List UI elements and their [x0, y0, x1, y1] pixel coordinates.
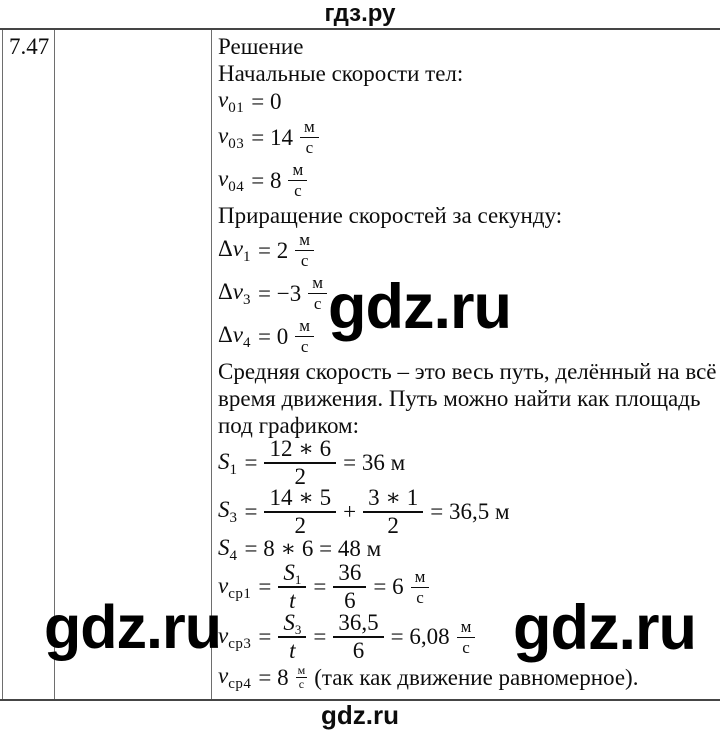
subscript: 4	[229, 547, 238, 564]
formula-dv1	[218, 229, 314, 272]
numerator: 14 ∗ 5	[264, 485, 336, 513]
avg-speed-text-line2: время движения. Путь можно найти как площадь	[218, 386, 701, 411]
note-text: (так как движение равномерное).	[314, 664, 639, 690]
avg-speed-text-line3: под графиком:	[218, 413, 359, 438]
unit-numerator: м	[411, 567, 430, 588]
value: = 8	[258, 664, 289, 690]
denominator: 2	[294, 464, 307, 489]
unit-fraction	[308, 273, 327, 313]
fraction-symbolic	[278, 610, 306, 664]
watermark-bottom-right: gdz.ru	[513, 593, 696, 663]
lhs	[218, 123, 244, 152]
unit-denominator: с	[313, 294, 322, 313]
unit-numerator: м	[308, 273, 327, 294]
unit-fraction	[288, 160, 307, 200]
site-header-title: гдз.ру	[324, 0, 396, 27]
lhs	[218, 279, 251, 308]
unit-numerator: м	[297, 662, 306, 677]
unit-fraction	[300, 117, 319, 157]
formula-s3	[218, 484, 510, 538]
increment-label: Приращение скоростей за секунду:	[218, 203, 563, 228]
initial-velocities-label: Начальные скорости тел:	[218, 61, 464, 86]
numerator: 36,5	[333, 610, 383, 638]
site-footer-title: gdz.ru	[321, 700, 399, 730]
formula-s4	[218, 536, 381, 562]
lhs	[218, 449, 238, 478]
variable: S	[283, 610, 295, 636]
lhs	[218, 322, 251, 351]
equals-sign: =	[258, 574, 272, 599]
fraction-numeric	[333, 560, 366, 614]
numerator	[278, 610, 306, 638]
subscript: ср3	[228, 635, 252, 652]
unit-denominator: с	[298, 677, 305, 691]
delta-symbol: Δ	[218, 279, 233, 304]
formula-vavg1	[218, 562, 429, 612]
value: = 2	[258, 237, 289, 263]
fraction	[264, 436, 336, 490]
variable: v	[218, 123, 229, 148]
result: = 36 м	[343, 450, 406, 475]
variable: v	[218, 622, 229, 648]
variable: v	[218, 87, 229, 112]
problem-number: 7.47	[9, 34, 50, 59]
subscript: 01	[228, 100, 245, 116]
value: = 14	[251, 124, 293, 150]
watermark-middle: gdz.ru	[328, 272, 511, 342]
unit-fraction	[457, 617, 476, 657]
variable: v	[232, 322, 244, 347]
result: = 6,08	[390, 624, 450, 649]
denominator: 6	[352, 638, 365, 663]
lhs	[218, 87, 244, 116]
subscript: 4	[243, 335, 252, 351]
unit-denominator: с	[294, 181, 302, 200]
variable: v	[218, 166, 229, 191]
unit-denominator: с	[300, 337, 309, 356]
subscript: 1	[243, 249, 252, 265]
value: = 0	[251, 88, 282, 114]
unit-numerator: м	[295, 316, 314, 337]
formula-v03	[218, 116, 319, 159]
delta-symbol: Δ	[218, 322, 233, 347]
lhs	[218, 573, 251, 602]
plus-sign: +	[343, 498, 357, 524]
value: = 8	[251, 167, 282, 193]
formula-s1	[218, 436, 406, 489]
table-top-border	[0, 28, 720, 30]
subscript: 04	[228, 179, 245, 195]
numerator: 3 ∗ 1	[363, 485, 423, 513]
lhs	[218, 663, 251, 692]
fraction-1	[264, 485, 336, 539]
variable: v	[218, 663, 229, 688]
lhs	[218, 497, 238, 526]
equals-sign: =	[313, 574, 327, 599]
unit-fraction-small	[296, 664, 308, 691]
watermark-bottom-left: gdz.ru	[44, 593, 221, 661]
variable: t	[289, 588, 296, 614]
lhs	[218, 535, 238, 564]
formula-vavg3	[218, 612, 475, 662]
variable: v	[218, 572, 229, 598]
equals-sign: =	[258, 624, 272, 649]
delta-symbol: Δ	[218, 236, 233, 261]
value: = 8 ∗ 6 = 48 м	[244, 536, 382, 561]
unit-numerator: м	[457, 617, 476, 638]
lhs	[218, 236, 251, 265]
unit-fraction	[295, 316, 314, 356]
variable: S	[218, 497, 230, 522]
variable: v	[232, 279, 244, 304]
unit-denominator: с	[462, 637, 470, 657]
avg-speed-text-line1: Средняя скорость – это весь путь, делённый на всё	[218, 359, 717, 384]
fraction-symbolic	[278, 560, 306, 614]
variable: S	[218, 534, 230, 560]
variable: S	[283, 560, 295, 586]
formula-dv4	[218, 315, 314, 358]
lhs	[218, 623, 251, 652]
unit-fraction	[411, 567, 430, 607]
subscript: 03	[228, 136, 245, 152]
numerator: 36	[333, 560, 366, 588]
table-left-border	[2, 30, 3, 699]
formula-dv3	[218, 272, 327, 315]
unit-denominator: с	[416, 587, 424, 607]
denominator: 2	[387, 512, 399, 538]
subscript: 3	[243, 292, 252, 308]
equals-sign: =	[313, 624, 327, 649]
formula-v04	[218, 159, 307, 202]
equals-sign: =	[244, 450, 258, 475]
formula-vavg4	[218, 662, 638, 693]
denominator: 6	[344, 588, 356, 613]
subscript: 1	[294, 572, 302, 588]
value: = −3	[258, 280, 302, 306]
fraction-numeric	[333, 610, 383, 664]
unit-denominator: с	[300, 251, 309, 270]
subscript: ср4	[228, 676, 252, 692]
subscript: ср1	[228, 585, 252, 602]
subscript: 3	[229, 510, 238, 526]
fraction-2	[363, 485, 423, 539]
unit-fraction	[295, 230, 314, 270]
unit-numerator: м	[295, 230, 314, 251]
formula-v01	[218, 87, 281, 116]
lhs	[218, 166, 244, 195]
numerator	[278, 560, 306, 588]
denominator	[289, 638, 295, 664]
value: = 0	[258, 323, 289, 349]
equals-sign: =	[244, 498, 258, 524]
variable: v	[232, 236, 244, 261]
numerator: 12 ∗ 6	[264, 436, 336, 464]
result: = 6	[373, 574, 404, 599]
result: = 36,5 м	[430, 498, 510, 524]
unit-numerator: м	[300, 117, 319, 138]
denominator: 2	[294, 512, 307, 538]
subscript: 3	[294, 622, 302, 638]
variable: S	[218, 448, 230, 474]
unit-numerator: м	[288, 160, 307, 181]
subscript: 1	[229, 461, 238, 478]
solution-title: Решение	[218, 34, 304, 59]
unit-denominator: с	[305, 138, 314, 157]
variable: t	[289, 638, 296, 664]
